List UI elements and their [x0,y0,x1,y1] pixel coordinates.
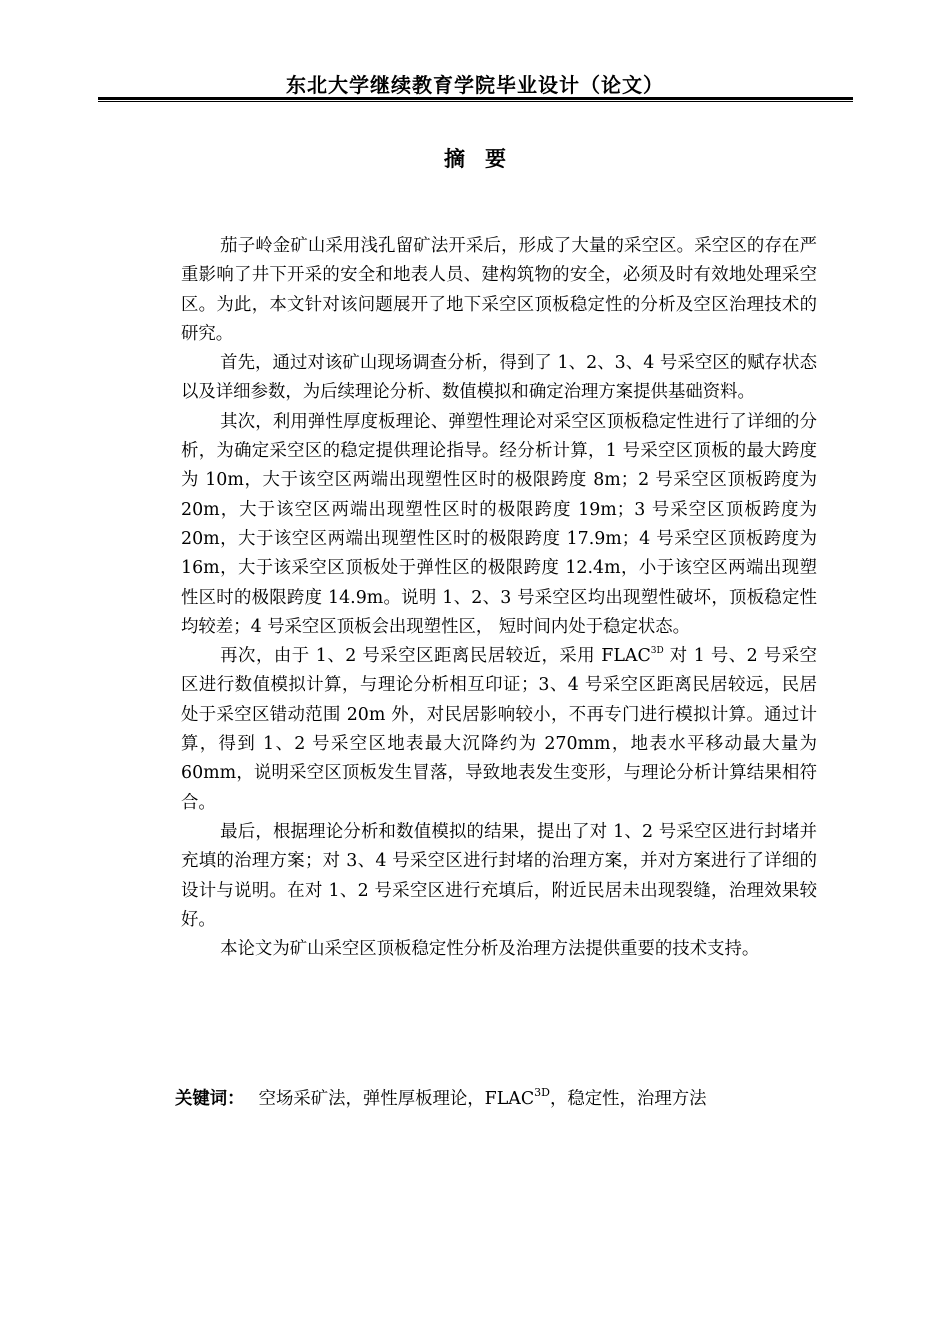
abstract-heading-char-1: 摘 [444,147,465,171]
abstract-paragraph-5: 最后，根据理论分析和数值模拟的结果，提出了对 1、2 号采空区进行封堵并充填的治理方案；对 3、4 号采空区进行封堵的治理方案，并对方案进行了详细的设计与说明。在对 1、2 号采空区进行充填后，附近民居未出现裂缝，治理效果较好。 [181,821,817,930]
keywords-line [175,1084,835,1114]
abstract-paragraph-6: 本论文为矿山采空区顶板稳定性分析及治理方法提供重要的技术支持。 [220,939,760,960]
abstract-body [181,232,817,964]
abstract-paragraph-3: 其次，利用弹性厚度板理论、弹塑性理论对采空区顶板稳定性进行了详细的分析，为确定采空区的稳定提供理论指导。经分析计算，1 号采空区顶板的最大跨度为 10m，大于该空区两端出现塑性区时的极限跨度 8m；2 号采空区顶板跨度为 20m，大于该空区两端出现塑性区时的极限跨度 19m；3 号采空区顶板跨度为 20m，大于该空区两端出现塑性区时的极限跨度 17.9m；4 号采空区顶板跨度为 16m，大于该采空区顶板处于弹性区的极限跨度 12.4m，小于该空区两端出现塑性区时的极限跨度 14.9m。说明 1、2、3 号采空区均出现塑性破坏，顶板稳定性均较差；4 号采空区顶板会出现塑性区， 短时间内处于稳定状态。 [181,411,817,637]
abstract-paragraph-1: 茄子岭金矿山采用浅孔留矿法开采后，形成了大量的采空区。采空区的存在严重影响了井下开采的安全和地表人员、建构筑物的安全，必须及时有效地处理采空区。为此，本文针对该问题展开了地下采空区顶板稳定性的分析及空区治理技术的研究。 [181,236,817,344]
flac-superscript: 3D [650,646,664,657]
abstract-heading-char-2: 要 [485,147,506,171]
header-rule-thick [98,97,853,100]
abstract-paragraph-4-part-1: 再次，由于 1、2 号采空区距离民居较近，采用 FLAC [220,646,651,667]
abstract-paragraph-4-part-2: 对 1 号、2 号采空区进行数值模拟计算，与理论分析相互印证；3、4 号采空区距离民居较远，民居处于采空区错动范围 20m 外，对民居影响较小，不再专门进行模拟计算。通过计算，得到 1、2 号采空区地表最大沉降约为 270mm，地表水平移动最大量为 60mm，说明采空区顶板发生冒落，导致地表发生变形，与理论分析计算结果相符合。 [181,646,817,813]
abstract-paragraph-2: 首先，通过对该矿山现场调查分析，得到了 1、2、3、4 号采空区的赋存状态以及详细参数，为后续理论分析、数值模拟和确定治理方案提供基础资料。 [181,353,817,403]
header-rule-thin [98,101,853,102]
document-header-title: 东北大学继续教育学院毕业设计（论文） [286,73,664,97]
abstract-paragraph-4 [181,642,817,818]
abstract-heading [0,144,950,174]
keywords-text-part-2: ，稳定性，治理方法 [549,1089,707,1109]
keywords-text-part-1: 空场采矿法，弹性厚板理论，FLAC [258,1089,535,1109]
keywords-label: 关键词： [175,1089,245,1109]
keywords-superscript: 3D [534,1086,550,1099]
